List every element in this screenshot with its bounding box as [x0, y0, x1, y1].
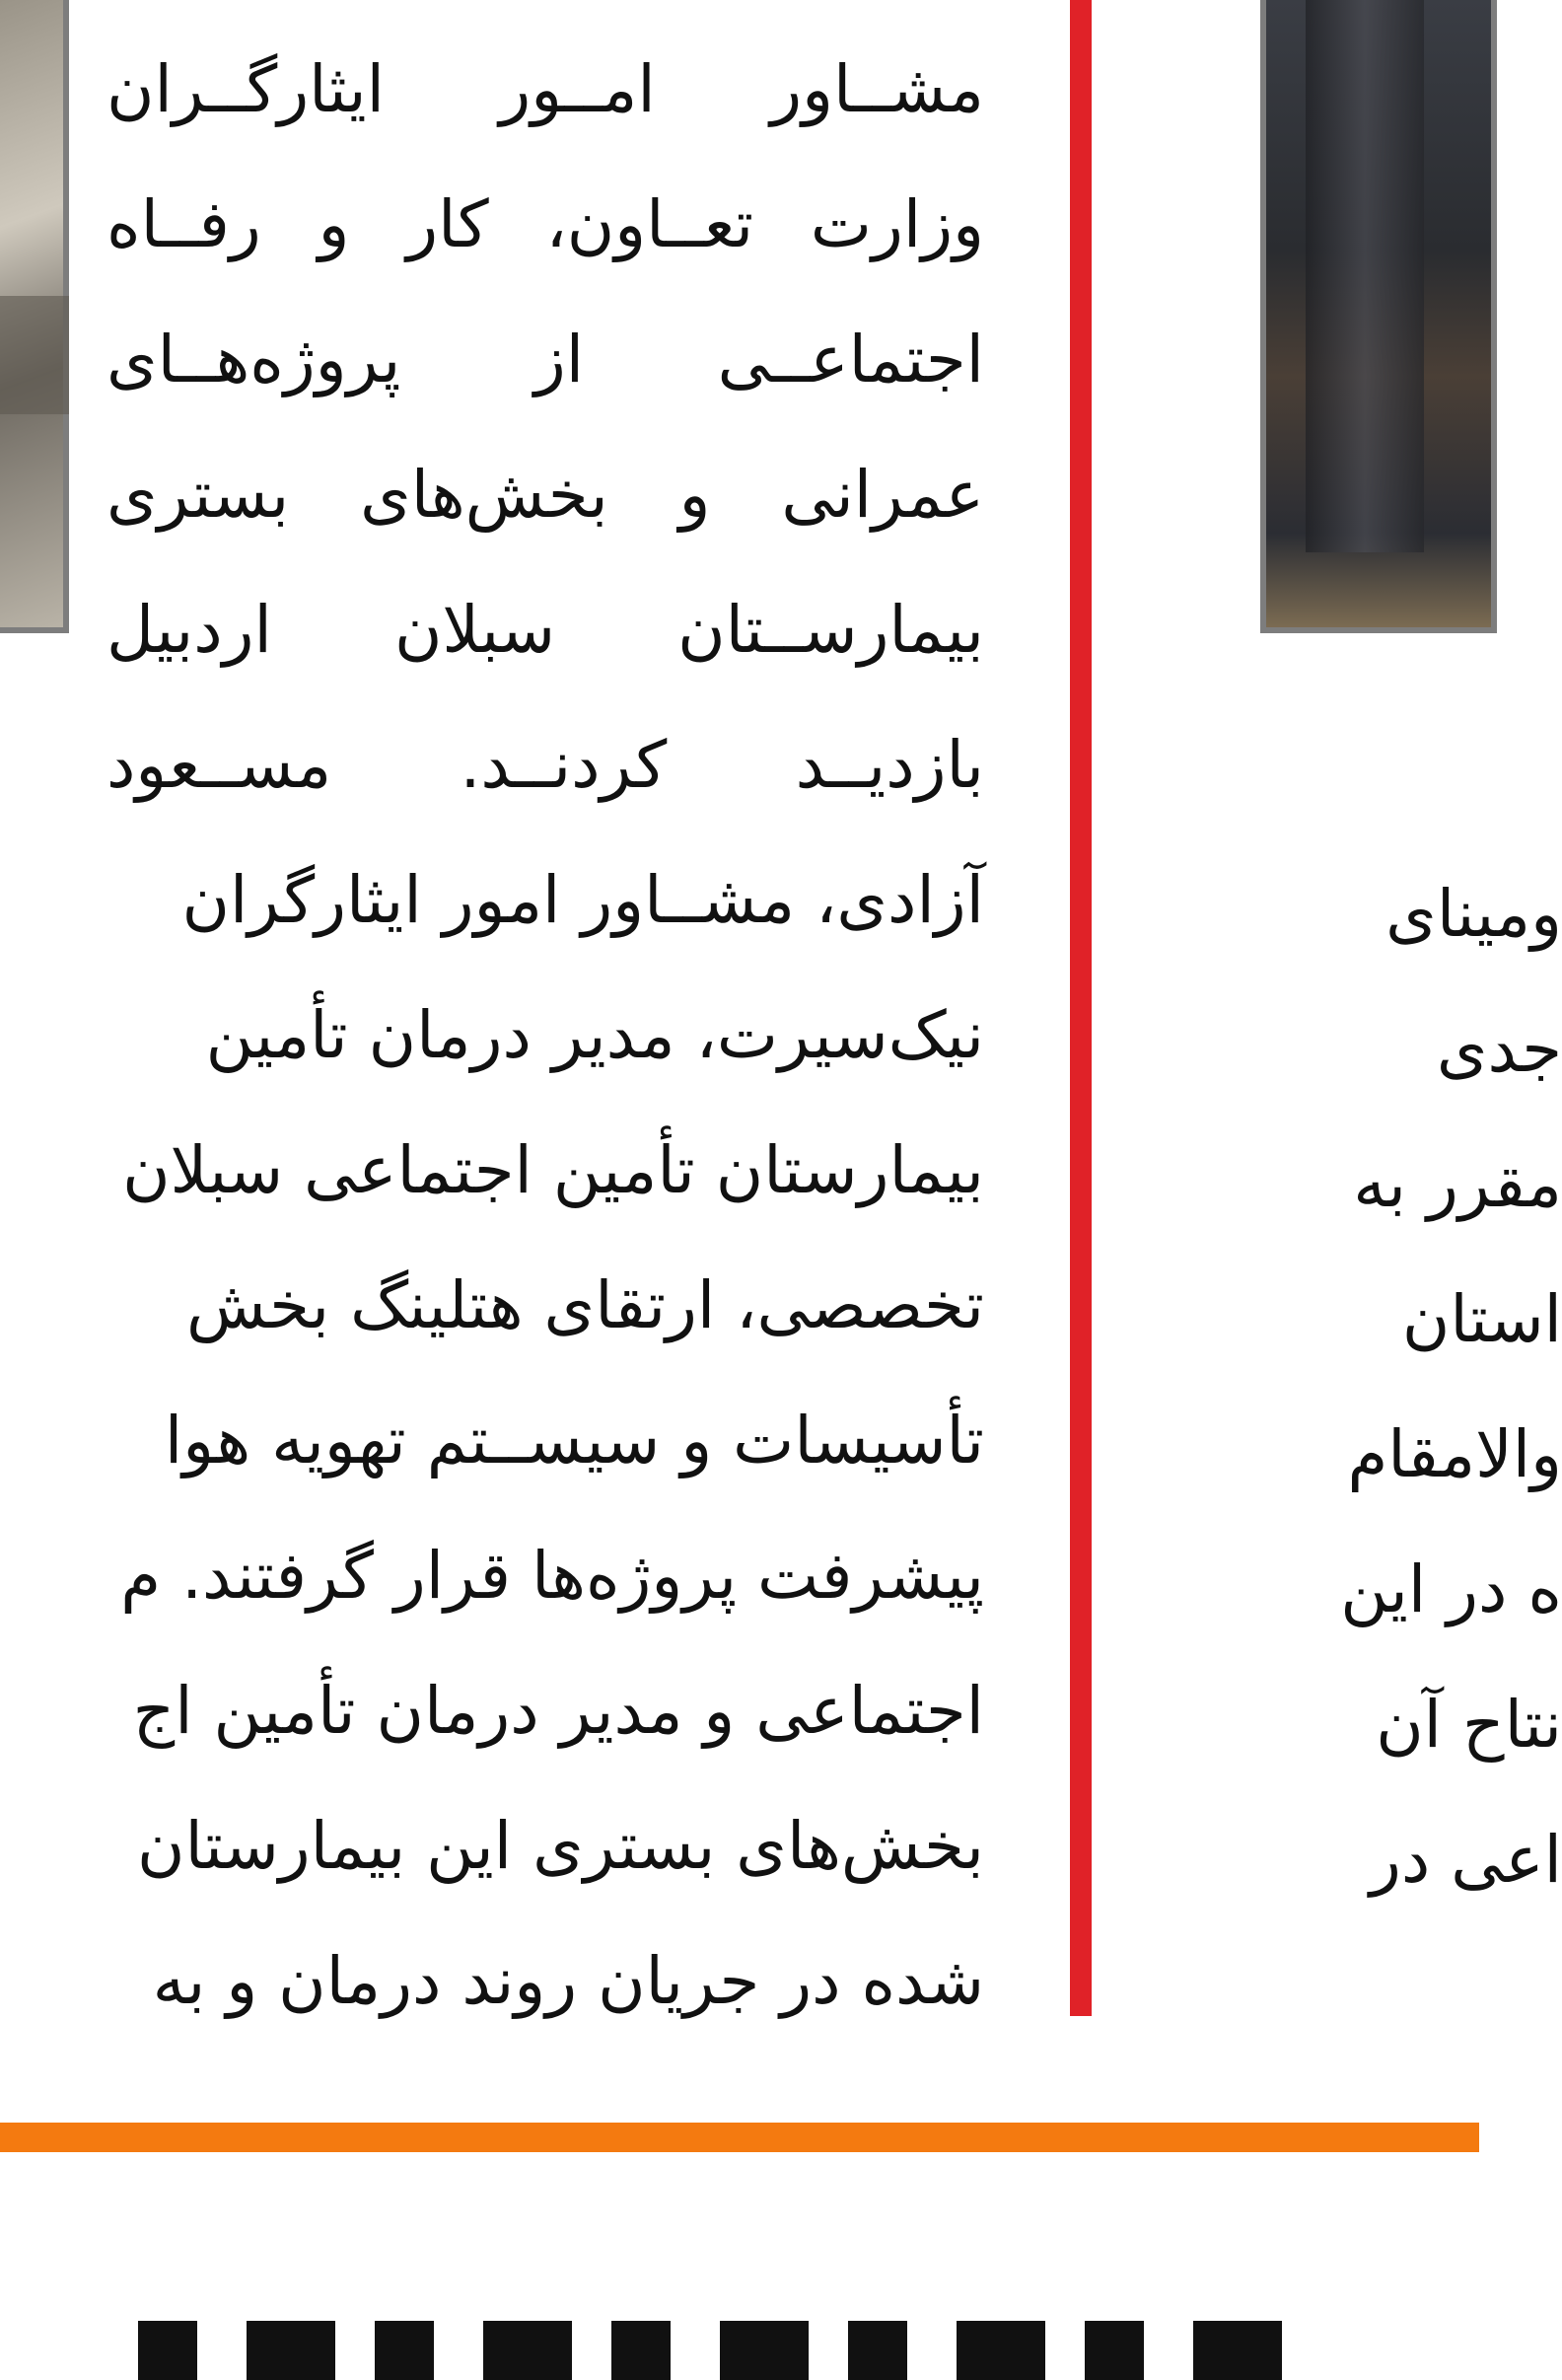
text-line: بخش‌های بستری این بیمارستان [136, 1808, 984, 1884]
text-line: اعی در [1370, 1822, 1562, 1898]
headline-ink [138, 2321, 1321, 2380]
text-line: تخصصی، ارتقای هتلینگ بخش [185, 1267, 984, 1343]
section-divider-orange [0, 2123, 1479, 2152]
text-line: اجتماعــی از پروژه‌هــای [106, 322, 984, 397]
text-line: شده در جریان روند درمان و به [152, 1943, 984, 2019]
text-line: والامقام [1347, 1416, 1562, 1492]
text-line: مقرر به [1353, 1146, 1562, 1222]
text-line: نتاح آن [1376, 1687, 1562, 1763]
text-line: استان [1401, 1281, 1562, 1357]
text-line: تأسیسات و سیســتم تهویه هوا [164, 1403, 984, 1478]
text-line: بیمارستان تأمین اجتماعی سبلان [122, 1132, 984, 1208]
column-divider-red [1070, 0, 1092, 2016]
text-line: عمرانی و بخش‌های بستری [106, 457, 984, 533]
text-line: نیک‌سیرت، مدیر درمان تأمین [205, 997, 984, 1073]
text-line: بازدیــد کردنــد. مســعود [106, 727, 984, 803]
news-photo-right [1260, 0, 1497, 633]
article-main-column [106, 22, 984, 2049]
text-line: بیمارســتان سبلان اردبیل [106, 592, 984, 668]
text-line: اجتماعی و مدیر درمان تأمین اج [132, 1673, 984, 1749]
text-line: ومینای [1385, 876, 1562, 952]
text-line: ه در این [1340, 1551, 1562, 1627]
next-headline-cropped [138, 2313, 1321, 2361]
text-line: وزارت تعــاون، کار و رفــاه [106, 186, 984, 262]
text-line: جدی [1436, 1011, 1562, 1087]
article-right-column [1266, 846, 1562, 1927]
news-photo-left [0, 0, 69, 633]
text-line: پیشرفت پروژه‌ها قرار گرفتند. م [120, 1538, 984, 1614]
text-line: مشــاور امــور ایثارگــران [106, 51, 984, 127]
text-line: آزادی، مشــاور امور ایثارگران [181, 862, 984, 938]
